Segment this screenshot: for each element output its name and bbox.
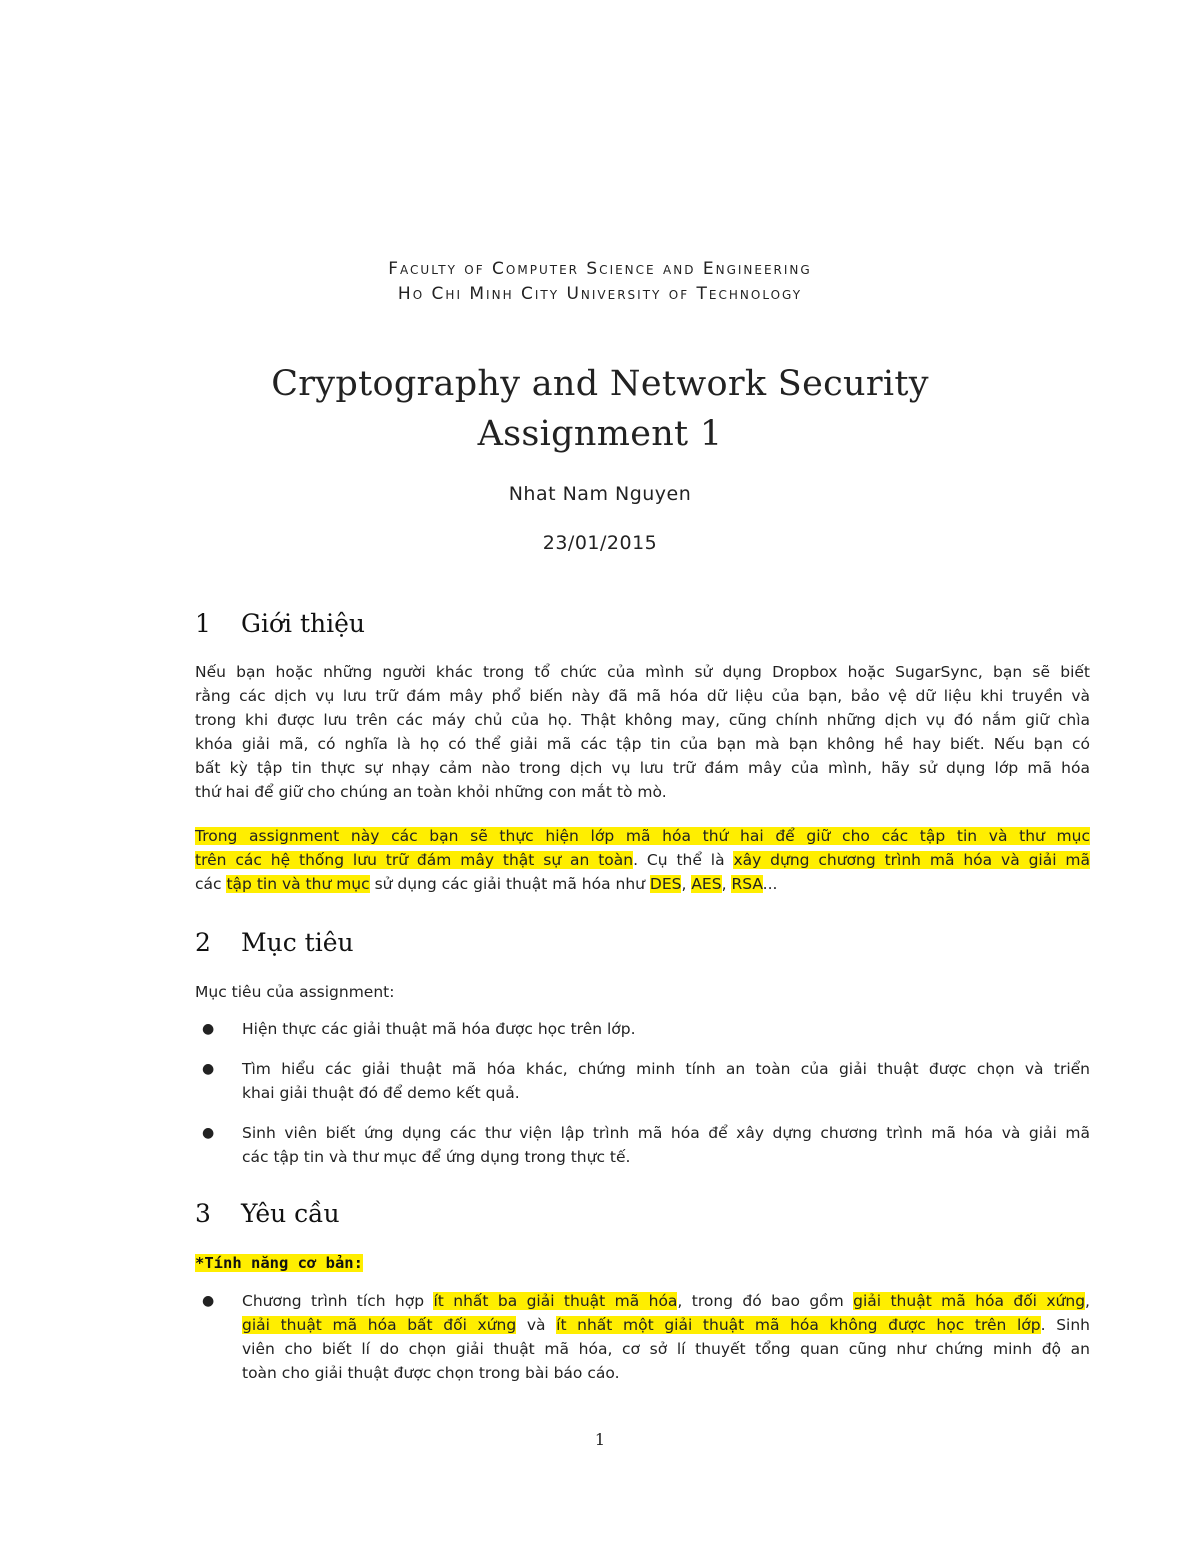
basic-features-heading — [195, 1251, 363, 1275]
section-heading-requirements — [195, 1199, 340, 1228]
page-number: 1 — [594, 1430, 606, 1449]
plain-text: . Sinh — [1040, 1316, 1090, 1334]
requirement-line: toàn cho giải thuật được chọn trong bài báo cáo. — [242, 1364, 620, 1382]
highlighted-text: ít nhất ba giải thuật mã hóa — [433, 1292, 678, 1310]
goal-text — [242, 1121, 1090, 1169]
plain-text: sử dụng các giải thuật mã hóa như — [369, 875, 650, 893]
paragraph-line: khóa giải mã, có nghĩa là họ có thể giải mã các tập tin của bạn mà bạn không hề hay biết. Nếu bạn có — [195, 735, 1090, 753]
highlighted-text: giải thuật mã hóa bất đối xứng — [242, 1316, 517, 1334]
assignment-description-paragraph — [195, 824, 1090, 896]
plain-text: , trong đó bao gồm — [677, 1292, 854, 1310]
paragraph-line: Nếu bạn hoặc những người khác trong tổ chức của mình sử dụng Dropbox hoặc SugarSync, bạn sẽ biết — [195, 663, 1090, 681]
highlighted-text: tập tin và thư mục — [226, 875, 370, 893]
section-heading-goals — [195, 928, 354, 957]
requirement-text — [242, 1289, 1090, 1385]
bullet-icon: ● — [202, 1293, 215, 1309]
bullet-icon: ● — [202, 1021, 215, 1037]
paragraph-line — [195, 872, 1090, 896]
section-number: 3 — [195, 1199, 211, 1228]
goal-item — [202, 1017, 1090, 1041]
paragraph-line: trong khi được lưu trên các máy chủ của họ. Thật không may, cũng chính những dịch vụ đó nắm giữ chìa — [195, 711, 1090, 729]
paragraph-line: rằng các dịch vụ lưu trữ đám mây phổ biến này đã mã hóa dữ liệu của bạn, bảo vệ dữ liệu khi truyền và — [195, 687, 1090, 705]
algorithm-aes: AES — [691, 875, 722, 893]
plain-text: các — [195, 875, 227, 893]
goal-item — [202, 1121, 1090, 1169]
goals-intro: Mục tiêu của assignment: — [195, 983, 395, 1001]
section-title: Yêu cầu — [241, 1199, 340, 1228]
highlighted-text: giải thuật mã hóa đối xứng — [853, 1292, 1086, 1310]
faculty-name: Faculty of Computer Science and Engineering — [388, 259, 812, 279]
section-number: 1 — [195, 609, 211, 638]
intro-paragraph — [195, 660, 1090, 804]
document-subtitle: Assignment 1 — [477, 414, 723, 454]
paragraph-line — [195, 848, 1090, 872]
section-title: Giới thiệu — [241, 609, 365, 638]
highlighted-text: xây dựng chương trình mã hóa và giải mã — [733, 851, 1090, 869]
requirement-line — [242, 1289, 1090, 1313]
goal-line: khai giải thuật đó để demo kết quả. — [242, 1084, 520, 1102]
paragraph-line: bất kỳ tập tin thực sự nhạy cảm nào trong dịch vụ lưu trữ đám mây của mình, hãy sử dụng lớp mã hóa — [195, 759, 1090, 777]
bullet-icon: ● — [202, 1061, 215, 1077]
algorithm-rsa: RSA — [731, 875, 763, 893]
requirement-line — [242, 1313, 1090, 1337]
bullet-icon: ● — [202, 1125, 215, 1141]
paragraph-line — [195, 824, 1090, 848]
plain-text: . Cụ thể là — [633, 851, 734, 869]
section-title: Mục tiêu — [241, 928, 354, 957]
document-date: 23/01/2015 — [542, 532, 658, 554]
highlighted-text: trên các hệ thống lưu trữ đám mây thật sự an toàn — [195, 851, 634, 869]
document-title: Cryptography and Network Security — [271, 364, 929, 404]
goal-text — [242, 1057, 1090, 1105]
plain-text: , — [1085, 1292, 1090, 1310]
plain-text: , — [681, 875, 692, 893]
goal-line: các tập tin và thư mục để ứng dụng trong thực tế. — [242, 1148, 631, 1166]
goal-item — [202, 1057, 1090, 1105]
university-name: Ho Chi Minh City University of Technology — [397, 284, 803, 304]
requirement-line: viên cho biết lí do chọn giải thuật mã hóa, cơ sở lí thuyết tổng quan cũng như chứng minh độ an — [242, 1340, 1090, 1358]
goal-text: Hiện thực các giải thuật mã hóa được học trên lớp. — [242, 1020, 636, 1038]
highlighted-text: Trong assignment này các bạn sẽ thực hiện lớp mã hóa thứ hai để giữ cho các tập tin và thư mục — [195, 827, 1090, 845]
author-name: Nhat Nam Nguyen — [508, 483, 692, 505]
highlighted-text: ít nhất một giải thuật mã hóa không được học trên lớp — [556, 1316, 1041, 1334]
paragraph-line: thứ hai để giữ cho chúng an toàn khỏi những con mắt tò mò. — [195, 783, 667, 801]
section-heading-intro — [195, 609, 365, 638]
algorithm-des: DES — [649, 875, 682, 893]
goal-line: Tìm hiểu các giải thuật mã hóa khác, chứng minh tính an toàn của giải thuật được chọn và triển — [242, 1060, 1090, 1078]
plain-text: ... — [762, 875, 778, 893]
plain-text: Chương trình tích hợp — [242, 1292, 434, 1310]
requirement-item — [202, 1289, 1090, 1385]
section-number: 2 — [195, 928, 211, 957]
highlighted-text: *Tính năng cơ bản: — [195, 1254, 363, 1272]
goal-line: Sinh viên biết ứng dụng các thư viện lập trình mã hóa để xây dựng chương trình mã hóa và giải mã — [242, 1124, 1090, 1142]
plain-text: và — [516, 1316, 557, 1334]
plain-text: , — [721, 875, 732, 893]
